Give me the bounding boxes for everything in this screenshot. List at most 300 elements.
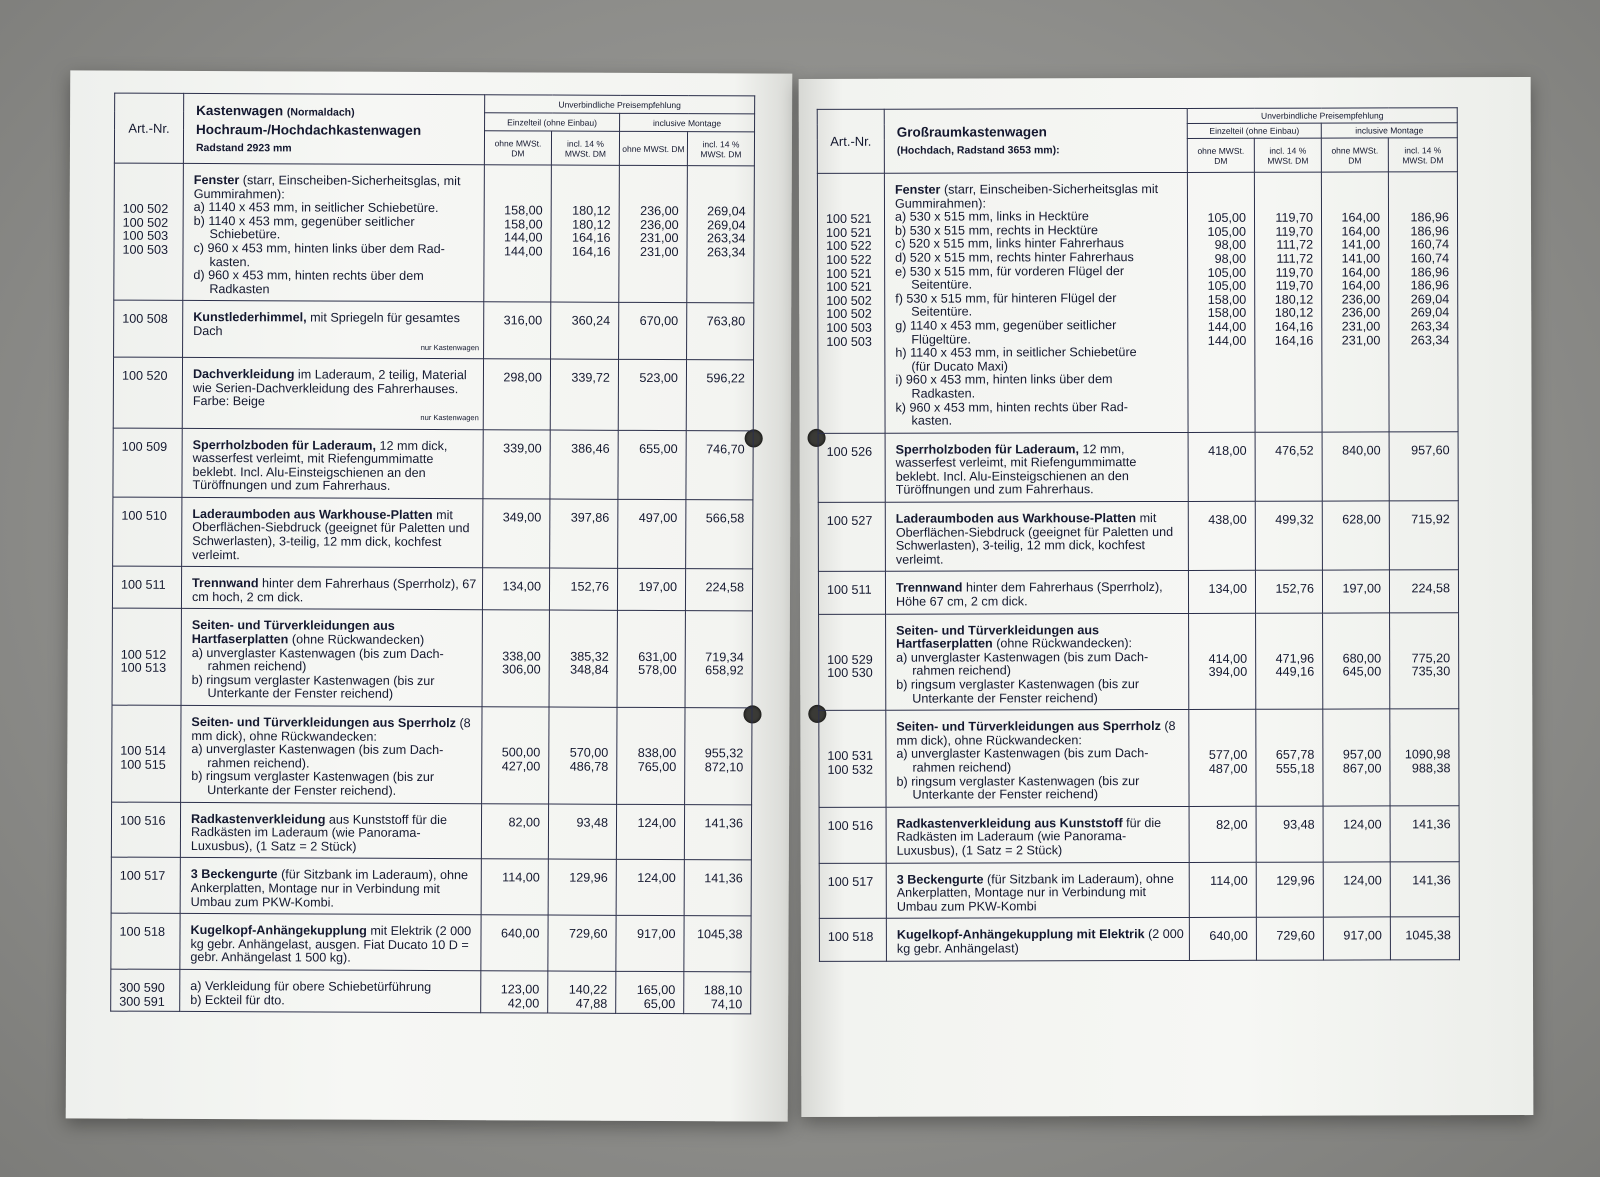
- price-cell: [551, 302, 619, 359]
- price-cell: [484, 165, 552, 303]
- sub-item: b) Eckteil für dto.: [190, 992, 285, 1007]
- art-nr: 100 516: [119, 813, 166, 828]
- price-cell: [684, 804, 751, 860]
- price-value: 269,04: [1410, 305, 1450, 320]
- art-nr: 100 527: [826, 513, 873, 528]
- price-cell: [1390, 917, 1459, 959]
- col-header: ohne MWSt. DM: [1321, 138, 1388, 172]
- price-cell: [550, 359, 618, 430]
- sub-item: b) ringsum verglaster Kastenwagen (bis zur: [191, 672, 435, 688]
- price-value: 224,58: [705, 580, 745, 595]
- item-note: nur Kastenwagen: [420, 342, 480, 352]
- price-cell: [1189, 918, 1256, 960]
- price-value: 418,00: [1208, 443, 1247, 458]
- art-nr: 100 520: [121, 368, 168, 383]
- title-line: Hochraum-/Hochdachkastenwagen: [196, 121, 422, 138]
- title-subline: (Hochdach, Radstand 3653 mm):: [896, 144, 1060, 157]
- price-value: 397,86: [570, 510, 610, 525]
- price-cell: [1255, 571, 1322, 613]
- price-value: 124,00: [1343, 817, 1382, 832]
- price-cell: [481, 915, 548, 971]
- price-value: 486,78: [569, 759, 609, 774]
- price-cell: [616, 971, 684, 1013]
- spacer: [1256, 722, 1314, 736]
- price-cell: [483, 429, 550, 499]
- price-value: 735,30: [1411, 664, 1451, 679]
- sub-item: (für Ducato Maxi): [911, 359, 1008, 374]
- sub-item: k) 960 x 453 mm, hinten rechts über Rad-: [895, 399, 1128, 415]
- price-cell: [1255, 432, 1322, 502]
- description-cell: [886, 918, 1189, 961]
- price-value: 628,00: [1342, 512, 1381, 527]
- price-value: 867,00: [1342, 761, 1382, 776]
- price-cell: [619, 303, 687, 360]
- price-value: 645,00: [1342, 664, 1382, 679]
- sub-item: h) 1140 x 453 mm, in seitlicher Schiebetüre: [895, 345, 1137, 360]
- price-cell: [686, 360, 753, 431]
- price-value: 197,00: [638, 580, 678, 595]
- spacer: [1255, 185, 1313, 199]
- price-value: 141,00: [1341, 251, 1381, 266]
- price-cell: [1187, 172, 1255, 432]
- sub-item: rahmen reichend).: [207, 755, 310, 771]
- price-value: 74,10: [710, 996, 743, 1011]
- price-value: 152,76: [570, 579, 610, 595]
- table-row: [111, 857, 751, 916]
- price-value: 134,00: [1208, 582, 1247, 597]
- price-value: 236,00: [640, 204, 679, 219]
- art-nr-cell: [817, 173, 885, 433]
- art-nr: 100 521: [826, 266, 872, 281]
- price-value: 105,00: [1207, 210, 1247, 226]
- item-text: (8 mm dick), ohne Rückwandecken:: [896, 719, 1176, 748]
- price-value: 988,38: [1411, 761, 1451, 776]
- sub-item: Unterkante der Fenster reichend).: [207, 783, 397, 798]
- price-value: 655,00: [639, 441, 678, 456]
- spacer: [1188, 185, 1246, 199]
- price-value: 577,00: [1208, 748, 1248, 763]
- sub-item: b) ringsum verglaster Kastenwagen (bis zur: [191, 769, 435, 785]
- price-value: 180,12: [572, 203, 611, 218]
- sub-item: c) 960 x 453 mm, hinten links über dem Rad-: [193, 240, 445, 257]
- price-cell: [1323, 613, 1390, 710]
- price-value: 186,96: [1410, 224, 1450, 239]
- art-nr: 100 529: [827, 652, 873, 667]
- price-cell: [1322, 501, 1389, 571]
- item-title: Kugelkopf-Anhängekupplung mit Elektrik: [896, 927, 1145, 943]
- price-value: 180,12: [1274, 305, 1314, 321]
- price-value: 427,00: [501, 759, 541, 774]
- art-nr: 100 502: [122, 201, 169, 217]
- art-nr-cell: [111, 969, 180, 1011]
- price-value: 158,00: [504, 203, 543, 218]
- price-cell: [1189, 709, 1256, 806]
- price-value: 414,00: [1208, 651, 1248, 666]
- price-cell: [549, 568, 617, 610]
- price-value: 180,12: [1274, 292, 1314, 307]
- art-nr: 300 591: [119, 994, 165, 1009]
- price-cell: [1255, 501, 1322, 571]
- price-cell: [481, 971, 548, 1013]
- table-row: [113, 497, 753, 569]
- price-cell: [551, 165, 620, 303]
- left-page: [66, 70, 793, 1121]
- sub-item: Radkasten.: [911, 386, 976, 401]
- art-nr: 100 515: [120, 757, 166, 772]
- table-row: [819, 917, 1459, 961]
- spacer: [121, 635, 181, 649]
- price-value: 186,96: [1410, 210, 1450, 225]
- art-nr: 100 502: [826, 307, 872, 322]
- art-nr: 100 502: [826, 293, 872, 308]
- price-value: 98,00: [1214, 238, 1247, 253]
- table-row: [819, 612, 1459, 710]
- item-title: Dachverkleidung: [192, 367, 295, 382]
- spacer: [827, 626, 885, 640]
- art-nr-cell: [113, 428, 182, 498]
- table-row: [111, 969, 751, 1014]
- price-value: 872,10: [704, 759, 744, 775]
- price-cell: [1388, 172, 1458, 432]
- item-text: mit Spriegeln für gesamtes Dach: [193, 310, 460, 339]
- price-cell: [1256, 862, 1323, 918]
- price-value: 98,00: [1214, 251, 1247, 266]
- price-value: 65,00: [643, 996, 676, 1011]
- price-value: 165,00: [636, 982, 676, 997]
- table-row: [112, 566, 752, 611]
- price-value: 164,00: [1341, 278, 1381, 293]
- spacer: [620, 178, 679, 192]
- art-nr: 100 503: [122, 242, 169, 257]
- price-value: 449,16: [1275, 665, 1315, 680]
- price-value: 640,00: [1209, 929, 1248, 944]
- einzelteil-header: Einzelteil (ohne Einbau): [1187, 123, 1321, 138]
- price-value: 134,00: [502, 579, 542, 594]
- item-title: Fenster: [193, 172, 240, 188]
- spacer: [550, 637, 609, 651]
- price-value: 957,60: [1411, 442, 1450, 458]
- art-nr: 100 521: [826, 279, 872, 295]
- art-nr-cell: [112, 705, 181, 802]
- price-value: 186,96: [1410, 278, 1450, 293]
- price-value: 438,00: [1208, 512, 1247, 527]
- item-title: Trennwand: [895, 580, 963, 596]
- item-title: Fenster: [894, 182, 941, 197]
- price-value: 124,00: [1343, 872, 1382, 888]
- sub-item: g) 1140 x 453 mm, gegenüber seitlicher: [895, 318, 1117, 333]
- price-cell: [619, 165, 688, 303]
- price-cell: [1256, 613, 1323, 710]
- price-value: 306,00: [502, 662, 541, 677]
- table-row: [819, 805, 1459, 862]
- price-value: 82,00: [1216, 817, 1248, 832]
- description-cell: [886, 806, 1189, 863]
- price-cell: [687, 303, 754, 360]
- price-cell: [1390, 861, 1459, 917]
- price-cell: [1323, 917, 1390, 959]
- price-cell: [548, 804, 616, 860]
- table-row: [817, 172, 1458, 433]
- sub-item: kasten.: [209, 254, 251, 269]
- price-value: 111,72: [1276, 251, 1314, 266]
- art-nr-cell: [818, 433, 885, 503]
- price-cell: [617, 611, 685, 708]
- price-value: 160,74: [1410, 251, 1450, 266]
- item-text: mit Elektrik (2 000 kg gebr. Anhängelast, ausgen. Fiat Ducato 10 D = gebr. Anhängelast 1 500 kg).: [190, 923, 472, 965]
- price-value: 119,70: [1275, 265, 1314, 280]
- inclusive-header: inclusive Montage: [1321, 123, 1457, 138]
- spacer: [121, 621, 181, 635]
- price-cell: [1189, 862, 1256, 918]
- spacer: [120, 718, 180, 732]
- price-value: 164,16: [1274, 319, 1314, 334]
- item-text: für die Radkästen im Laderaum (wie Panorama-Luxusbus), (1 Satz = 2 Stück): [896, 815, 1162, 858]
- art-nr: 100 509: [121, 439, 168, 454]
- item-text: hinter dem Fahrerhaus (Sperrholz), Höhe 67 cm, 2 cm dick.: [895, 580, 1163, 609]
- table-row: [114, 163, 755, 303]
- art-nr: 100 522: [826, 252, 872, 267]
- table-title: [884, 108, 1187, 173]
- spacer: [686, 637, 744, 651]
- art-nr: 300 590: [119, 980, 165, 995]
- price-value: 93,48: [1283, 817, 1315, 832]
- price-value: 141,36: [704, 871, 743, 886]
- price-value: 840,00: [1342, 443, 1381, 458]
- price-value: 476,52: [1275, 443, 1314, 458]
- price-value: 386,46: [571, 441, 610, 456]
- price-value: 105,00: [1207, 265, 1247, 280]
- price-value: 141,36: [704, 815, 744, 830]
- art-nr-cell: [111, 802, 180, 858]
- price-cell: [1389, 431, 1458, 501]
- art-nr: 100 526: [826, 444, 873, 459]
- art-nr: 100 513: [120, 660, 167, 676]
- spacer: [1323, 625, 1381, 639]
- price-value: 500,00: [501, 745, 541, 760]
- description-cell: [886, 710, 1189, 807]
- item-title: 3 Beckengurte: [190, 867, 278, 882]
- price-cell: [550, 430, 618, 500]
- sub-item: e) 530 x 515 mm, für vorderen Flügel der: [895, 263, 1125, 279]
- price-value: 349,00: [502, 510, 542, 525]
- price-value: 715,92: [1411, 512, 1450, 527]
- item-title: Laderaumboden aus Warkhouse-Platten: [192, 506, 433, 522]
- art-nr: 100 503: [122, 229, 169, 244]
- spacer: [1189, 722, 1247, 736]
- spacer: [1390, 638, 1450, 652]
- spacer: [549, 720, 608, 734]
- price-value: 497,00: [638, 510, 678, 525]
- spacer: [1323, 722, 1381, 736]
- art-nr-cell: [818, 502, 885, 572]
- art-nr: 100 502: [122, 215, 169, 230]
- price-value: 729,60: [568, 926, 608, 941]
- price-value: 42,00: [507, 995, 540, 1010]
- title-subline: Radstand 2923 mm: [195, 141, 292, 155]
- price-value: 164,16: [1274, 333, 1314, 348]
- price-value: 775,20: [1411, 651, 1451, 666]
- price-value: 657,78: [1275, 747, 1315, 763]
- item-title: Kugelkopf-Anhängekupplung: [190, 923, 367, 938]
- spacer: [1256, 639, 1314, 653]
- sub-item: b) 1140 x 453 mm, gegenüber seitlicher: [193, 213, 415, 229]
- art-nr-cell: [819, 919, 886, 961]
- price-value: 124,00: [637, 871, 676, 886]
- price-cell: [684, 916, 751, 972]
- art-nr: 100 521: [825, 211, 872, 227]
- price-value: 658,92: [705, 663, 744, 678]
- art-nr-cell: [112, 609, 181, 706]
- art-nr: 100 516: [827, 818, 874, 833]
- spacer: [1323, 639, 1381, 653]
- spacer: [485, 177, 543, 191]
- item-title: Sperrholzboden für Laderaum,: [895, 441, 1079, 457]
- art-nr: 100 532: [827, 762, 874, 777]
- sub-item: Seitentüre.: [911, 304, 973, 320]
- art-nr-cell: [819, 710, 886, 807]
- sub-item: a) unverglaster Kastenwagen (bis zum Dach-: [191, 742, 444, 758]
- art-nr: 100 514: [120, 743, 166, 759]
- price-value: 158,00: [1207, 292, 1247, 307]
- description-cell: [182, 358, 483, 430]
- price-cell: [618, 359, 686, 430]
- price-value: 144,00: [503, 244, 543, 259]
- art-nr: 100 511: [121, 577, 166, 593]
- item-title: Sperrholzboden für Laderaum,: [192, 437, 377, 453]
- price-value: 186,96: [1410, 264, 1450, 279]
- price-cell: [1322, 432, 1389, 502]
- sub-item: b) ringsum verglaster Kastenwagen (bis zur: [896, 773, 1140, 789]
- price-value: 144,00: [1207, 319, 1247, 334]
- description-cell: [181, 609, 482, 707]
- art-nr: 100 518: [827, 930, 874, 945]
- price-cell: [1321, 172, 1389, 432]
- description-cell: [885, 571, 1188, 614]
- price-cell: [616, 804, 684, 860]
- table-row: [112, 609, 752, 708]
- item-text: (ohne Rückwandecken): [291, 632, 425, 648]
- item-title: Kunstlederhimmel,: [193, 310, 307, 325]
- price-value: 316,00: [503, 313, 543, 328]
- art-nr: 100 510: [121, 508, 167, 523]
- price-cell: [686, 430, 753, 500]
- item-text: (für Sitzbank im Laderaum), ohne Ankerplatten, Montage nur in Verbindung mit Umbau zum PKW-Kombi.: [190, 867, 469, 910]
- sub-item: d) 960 x 453 mm, hinten rechts über dem: [193, 268, 424, 284]
- sub-item: d) 520 x 515 mm, rechts hinter Fahrerhaus: [895, 250, 1134, 265]
- description-cell: [180, 914, 481, 971]
- price-value: 917,00: [636, 927, 676, 942]
- price-value: 1090,98: [1404, 747, 1451, 762]
- price-cell: [548, 971, 616, 1013]
- price-value: 596,22: [706, 371, 745, 386]
- price-value: 765,00: [637, 759, 677, 774]
- sub-item: Unterkante der Fenster reichend): [912, 787, 1099, 802]
- item-text: 12 mm, wasserfest verleimt, mit Riefengummimatte beklebt. Incl. Alu-Einsteigschienen an den Türöffnungen und zum Fahrerhaus.: [895, 441, 1137, 498]
- price-cell: [482, 707, 549, 804]
- price-cell: [686, 499, 753, 569]
- price-value: 570,00: [569, 745, 609, 760]
- price-value: 394,00: [1208, 665, 1248, 680]
- price-cell: [1254, 172, 1322, 432]
- price-value: 164,00: [1341, 210, 1381, 225]
- item-title: Seiten- und Türverkleidungen aus Sperrholz: [896, 719, 1161, 734]
- price-value: 197,00: [1342, 581, 1381, 596]
- price-value: 263,34: [1410, 332, 1450, 347]
- price-value: 955,32: [704, 746, 744, 761]
- art-nr-header: Art.-Nr.: [114, 93, 183, 163]
- col-header: ohne MWSt. DM: [619, 131, 687, 165]
- price-value: 957,00: [1342, 747, 1382, 762]
- price-cell: [687, 166, 755, 304]
- price-cell: [483, 359, 550, 430]
- price-value: 144,00: [504, 230, 543, 245]
- sub-item: Seitentüre.: [911, 277, 973, 292]
- price-cell: [1390, 805, 1459, 861]
- title-line: Kastenwagen: [196, 102, 284, 119]
- spacer: [686, 624, 744, 638]
- price-cell: [483, 499, 550, 569]
- item-text: 12 mm dick, wasserfest verleimt, mit Riefengummimatte beklebt. Incl. Alu-Einsteigschienen an den Türöffnungen und zum Fahrerhaus.: [192, 438, 448, 494]
- price-cell: [484, 302, 551, 359]
- description-cell: [885, 502, 1188, 572]
- price-cell: [616, 915, 684, 971]
- price-cell: [1188, 432, 1255, 502]
- price-value: 298,00: [503, 370, 542, 385]
- art-nr-cell: [111, 913, 180, 969]
- price-value: 348,84: [570, 662, 609, 678]
- art-nr-cell: [113, 357, 182, 428]
- sub-item: Unterkante der Fenster reichend): [207, 686, 394, 702]
- price-value: 487,00: [1208, 761, 1248, 776]
- price-cell: [481, 803, 548, 859]
- price-value: 164,00: [1341, 224, 1381, 239]
- sub-item: f) 530 x 515 mm, für hinteren Flügel der: [895, 290, 1117, 306]
- art-nr-cell: [114, 300, 183, 357]
- item-title: Trennwand: [192, 576, 259, 591]
- price-value: 231,00: [639, 244, 679, 260]
- art-nr-cell: [819, 807, 886, 863]
- item-text: (starr, Einscheiben-Sicherheitsglas, mit Gummirahmen):: [193, 173, 461, 201]
- price-cell: [1188, 501, 1255, 571]
- art-nr: 100 508: [122, 312, 168, 327]
- price-cell: [1188, 571, 1255, 613]
- art-nr: 100 531: [827, 749, 873, 764]
- item-title: Seiten- und Türverkleidungen aus Sperrholz: [191, 714, 456, 731]
- price-cell: [1323, 861, 1390, 917]
- sub-item: Flügeltüre.: [911, 332, 971, 347]
- price-cell: [1256, 806, 1323, 862]
- table-row: [818, 501, 1458, 572]
- price-cell: [616, 860, 684, 916]
- price-value: 746,70: [706, 441, 745, 456]
- price-value: 129,96: [1276, 873, 1315, 888]
- spacer: [483, 636, 541, 650]
- item-title: Laderaumboden aus Warkhouse-Platten: [895, 511, 1137, 526]
- price-value: 838,00: [637, 746, 677, 761]
- col-header: incl. 14 % MWSt. DM: [1388, 138, 1457, 172]
- table-title: [183, 93, 484, 164]
- right-page: [799, 77, 1534, 1117]
- description-cell: [886, 862, 1189, 919]
- item-title: Radkastenverkleidung: [190, 811, 326, 827]
- price-cell: [1389, 570, 1458, 612]
- description-cell: [183, 301, 484, 359]
- sub-item: a) unverglaster Kastenwagen (bis zum Dach-: [896, 649, 1149, 665]
- sub-item: Schiebetüre.: [209, 227, 281, 242]
- price-cell: [549, 707, 617, 804]
- price-value: 231,00: [640, 231, 679, 246]
- col-header: incl. 14 % MWSt. DM: [687, 132, 754, 166]
